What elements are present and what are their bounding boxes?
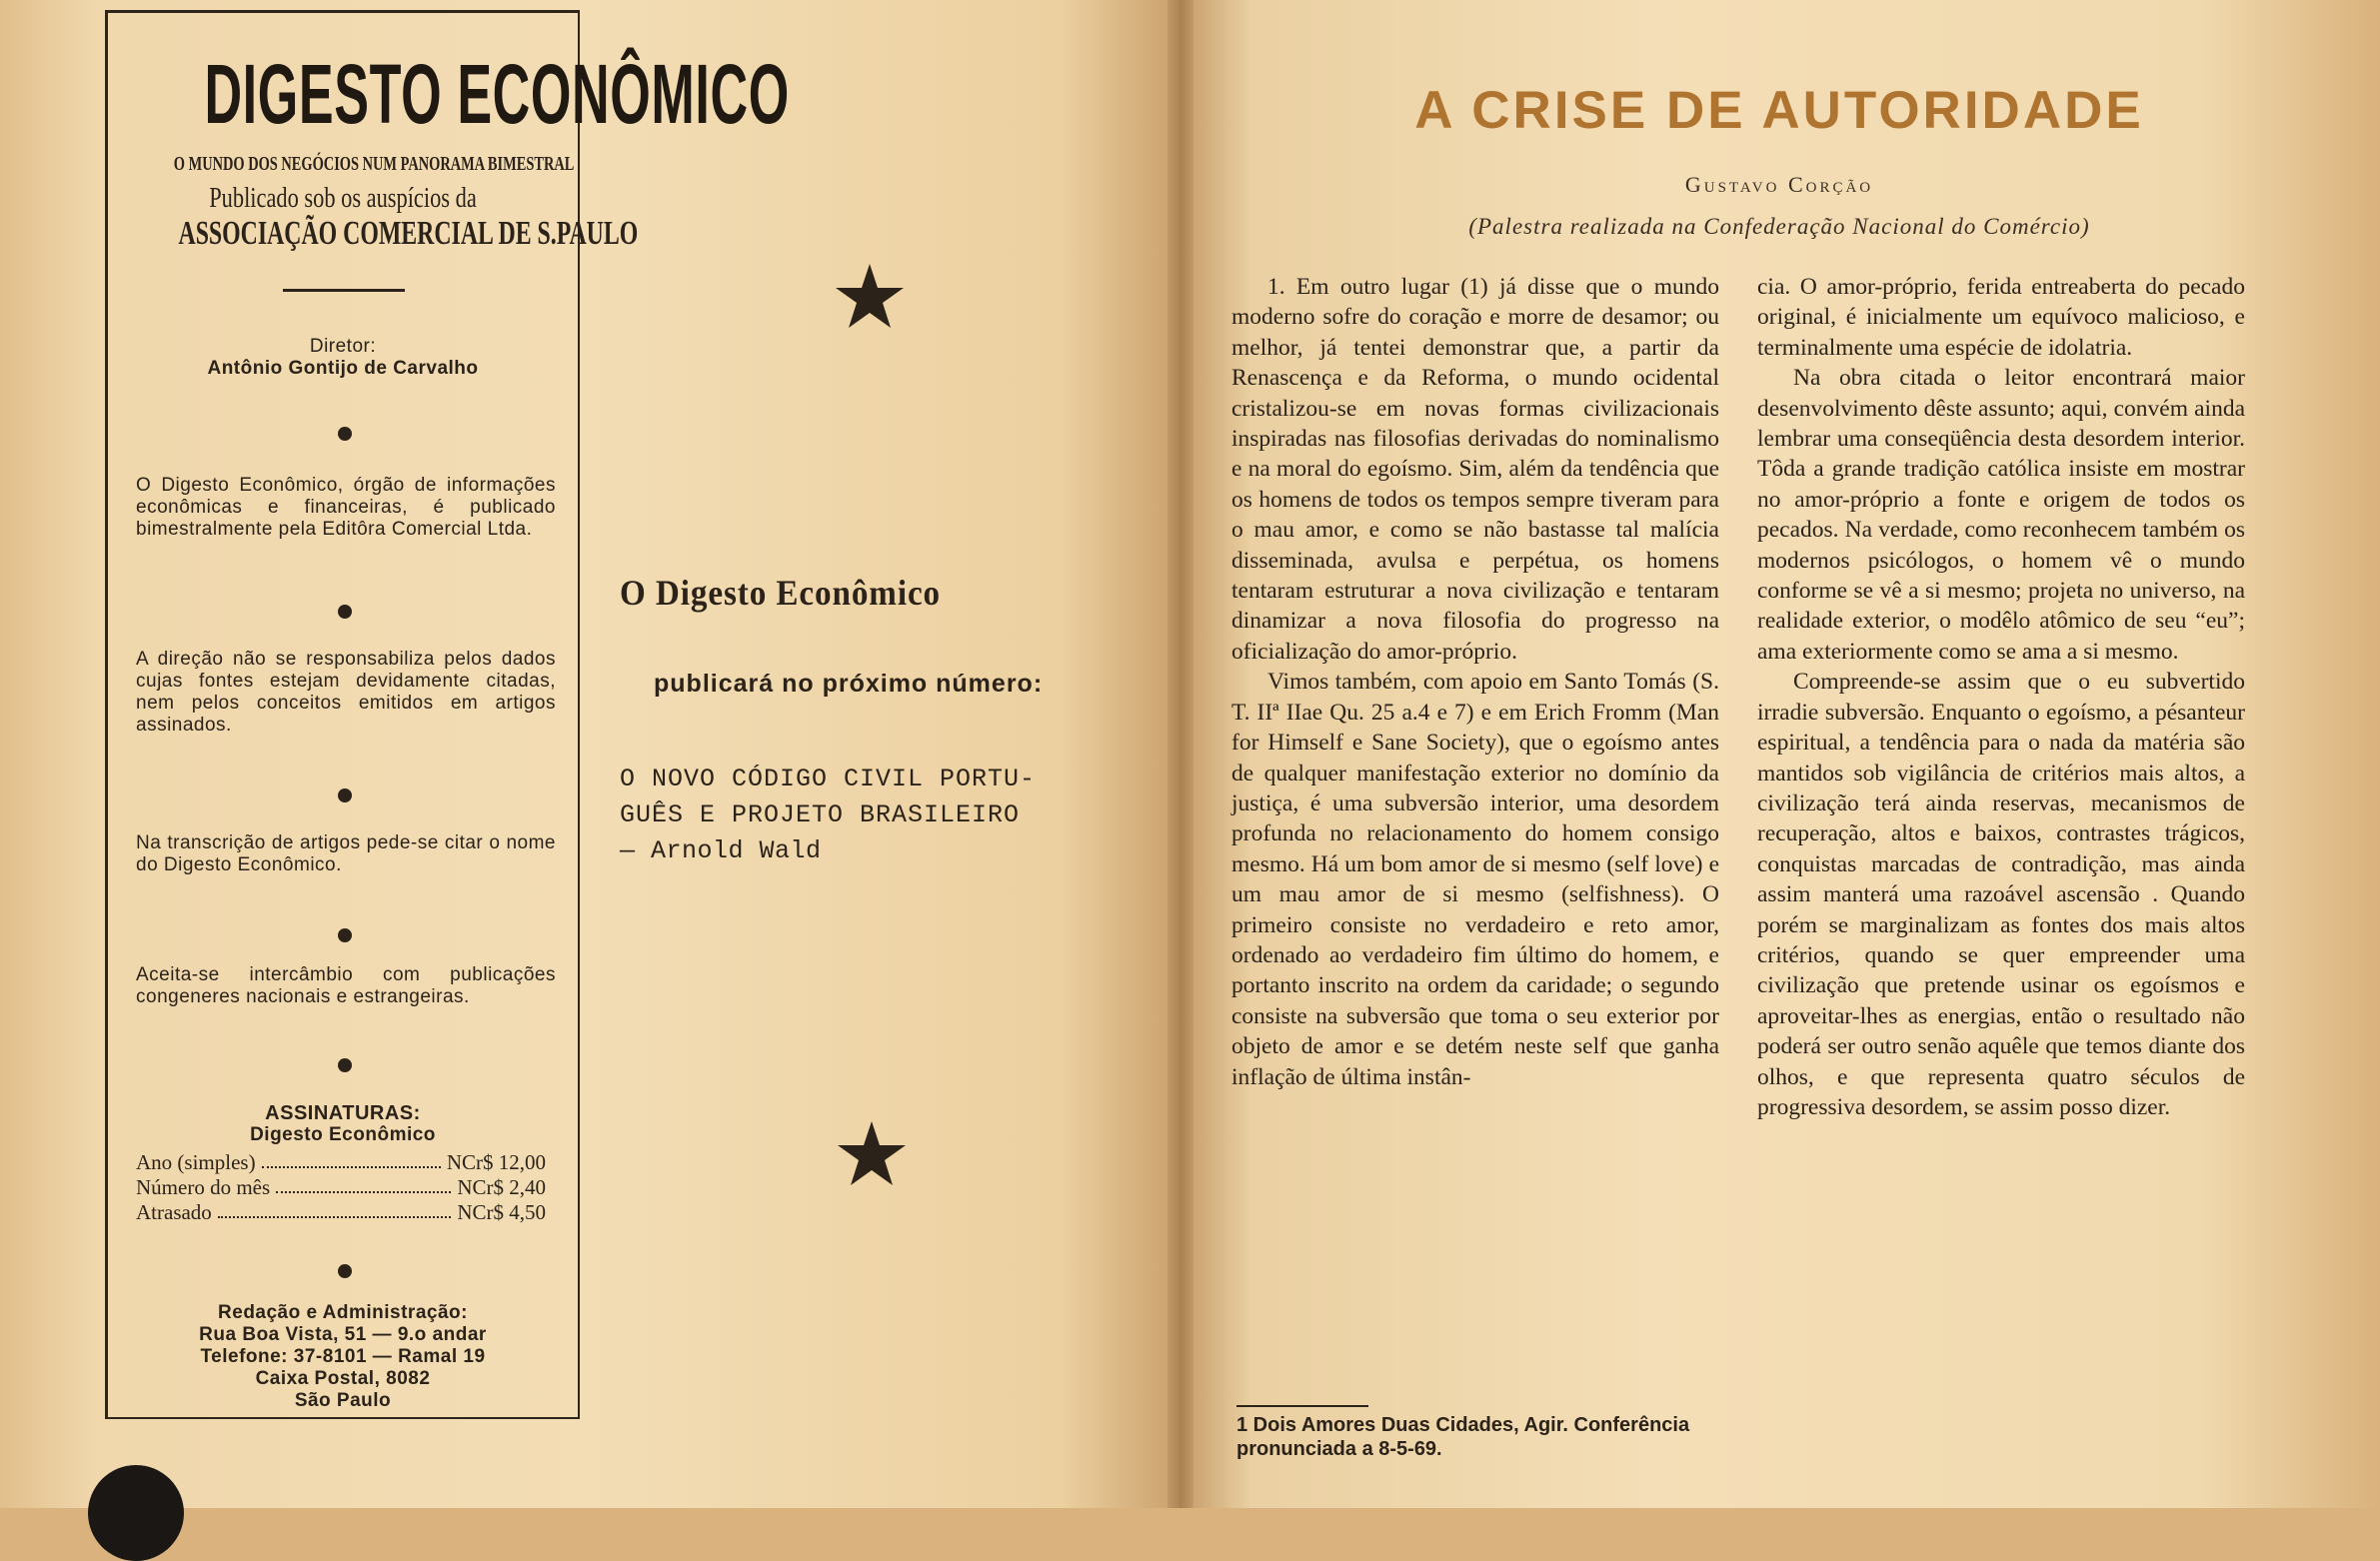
- article-paragraph: Na obra citada o leitor encontrará maior desenvolvimento dêste assunto; aqui, convém ainda lembrar uma conseqüência desta desordem interior. Tôda a grande tradição católica insiste em mostrar no amor-próprio a fonte e origem de todos os pecados. Na verdade, como reconhecem também os modernos psicólogos, o homem vê o mundo conforme se vê a si mesmo; projeta no universo, na realidade exterior, o modêlo atômico de seu “eu”; ama exteriormente como se ama a si mesmo.: [1757, 365, 2245, 665]
- bullet-icon: [338, 427, 352, 441]
- address-line: Telefone: 37-8101 — Ramal 19: [200, 1346, 486, 1367]
- article-author: Gustavo Corção: [1684, 172, 1874, 197]
- subscription-prices: [136, 1150, 546, 1225]
- article-title: A CRISE DE AUTORIDADE: [1414, 81, 2144, 140]
- footnote: 1 Dois Amores Duas Cidades, Agir. Conferência pronunciada a 8-5-69.: [1236, 1414, 1690, 1460]
- subscription-price: NCr$ 2,40: [457, 1175, 546, 1199]
- magazine-subtitle: O MUNDO DOS NEGÓCIOS NUM PANORAMA BIMESTRAL: [173, 153, 575, 175]
- subscription-label: Número do mês: [136, 1175, 271, 1199]
- bullet-icon: [338, 605, 352, 619]
- divider: [283, 289, 405, 292]
- published-under: Publicado sob os auspícios da: [209, 183, 477, 214]
- magazine-title: DIGESTO ECONÔMICO: [204, 47, 790, 141]
- bullet-icon: [338, 788, 352, 802]
- exchange-paragraph: Aceita-se intercâmbio com publicações congeneres nacionais e estrangeiras.: [136, 964, 556, 1007]
- director-block: [108, 336, 578, 380]
- bullet-icon: [338, 1264, 352, 1278]
- announced-article: [620, 762, 1140, 869]
- article-note: (Palestra realizada na Confederação Nacional do Comércio): [1468, 214, 2090, 239]
- announcement-title: O Digesto Econômico: [620, 573, 942, 613]
- info-paragraph: O Digesto Econômico, órgão de informações econômicas e financeiras, é publicado bimestralmente pela Editôra Comercial Ltda.: [136, 475, 556, 540]
- director-name: Antônio Gontijo de Carvalho: [207, 358, 479, 379]
- subscription-row: [136, 1175, 546, 1200]
- subscriptions-heading: [108, 1102, 578, 1146]
- disclaimer-paragraph: A direção não se responsabiliza pelos dados cujas fontes estejam devidamente citadas, nem pelos conceitos emitidos em artigos assinados.: [136, 649, 556, 736]
- article-paragraph: cia. O amor-próprio, ferida entreaberta do pecado original, é inicialmente um equívoco malicioso, e terminalmente uma espécie de idolatria.: [1757, 274, 2245, 361]
- announcement-subtitle: publicará no próximo número:: [654, 670, 1044, 698]
- star-icon: [834, 262, 906, 332]
- announced-author: — Arnold Wald: [620, 836, 822, 865]
- subscription-price: NCr$ 4,50: [457, 1200, 546, 1224]
- subscription-label: Atrasado: [136, 1200, 212, 1224]
- leader-dots: [276, 1175, 451, 1193]
- announced-article-line: GUÊS E PROJETO BRASILEIRO: [620, 800, 1021, 829]
- subscription-row: [136, 1200, 546, 1225]
- subscription-row: [136, 1150, 546, 1175]
- subscription-price: NCr$ 12,00: [446, 1150, 546, 1174]
- star-icon: [836, 1119, 908, 1189]
- address-line: Caixa Postal, 8082: [255, 1368, 431, 1389]
- article-paragraph: 1. Em outro lugar (1) já disse que o mundo moderno sofre do coração e morre de desamor; ou melhor, já tentei demonstrar que, a partir da Renascença e da Reforma, o mundo ocidental cristalizou-se em novas formas civilizacionais inspiradas nas filosofias derivadas do nominalismo e na moral do egoísmo. Sim, além da tendência que os homens de todos os tempos sempre tiveram para o mau amor, e como se não bastasse tal malícia disseminada, avulsa e perpétua, os homens tentaram estruturar a nova civilização e tentaram dinamizar a nova filosofia do progresso na oficialização do amor-próprio.: [1231, 274, 1719, 665]
- address-line: Rua Boa Vista, 51 — 9.o andar: [199, 1324, 487, 1345]
- address-line: Redação e Administração:: [218, 1302, 468, 1323]
- director-label: Diretor:: [309, 336, 377, 357]
- article-paragraph: Compreende-se assim que o eu subvertido irradie subversão. Enquanto o egoísmo, a pésanteur espiritual, a tendência para o nada da matéria são mantidos sob vigilância de critérios mais altos, a civilização terá ainda reservas, mecanismos de recuperação, altos e baixos, contrastes trágicos, conquistas marcadas de contradição, mas ainda assim manterá uma razoável ascensão . Quando porém se marginalizam as fontes dos mais altos critérios, quando se quer empreender uma civilização que pretende usinar os egoísmos e aproveitar-lhes as energias, então o resultado não poderá ser outro senão aquêle que temos diante dos olhos, e que representa quatro séculos de progressiva desordem, se assim posso dizer.: [1757, 669, 2245, 1120]
- address-line: São Paulo: [294, 1390, 392, 1411]
- bullet-icon: [338, 928, 352, 942]
- page-gutter: [1168, 0, 1193, 1508]
- transcription-paragraph: Na transcrição de artigos pede-se citar o nome do Digesto Econômico.: [136, 832, 556, 875]
- subscriptions-subtitle: Digesto Econômico: [250, 1124, 436, 1145]
- leader-dots: [218, 1200, 452, 1218]
- article-paragraph: Vimos também, com apoio em Santo Tomás (S. T. IIª IIae Qu. 25 a.4 e 7) e em Erich Fromm (Man for Himself e Sane Society), que o egoísmo antes de qualquer manifestação exterior no domínio da justiça, é uma subversão interior, uma desordem profunda no relacionamento do homem consigo mesmo. Há um bom amor de si mesmo (self love) e um mau amor de si mesmo (selfishness). O primeiro consiste no verdadeiro e reto amor, ordenado ao verdadeiro fim último do homem, e portanto inscrito na ordem da caridade; o segundo consiste na subversão que toma o seu exterior por objeto de amor e se detém neste self que ganha inflação de última instân-: [1231, 669, 1719, 1090]
- subscriptions-title: ASSINATURAS:: [265, 1102, 421, 1124]
- association-name: ASSOCIAÇÃO COMERCIAL DE S.PAULO: [178, 215, 639, 252]
- leader-dots: [262, 1150, 441, 1168]
- binder-clip: [88, 1465, 184, 1561]
- address-block: [108, 1302, 578, 1412]
- bullet-icon: [338, 1058, 352, 1072]
- subscription-label: Ano (simples): [136, 1150, 256, 1174]
- article-column-left: [1231, 272, 1719, 1092]
- footnote-divider: [1236, 1405, 1368, 1407]
- article-column-right: [1757, 272, 2245, 1122]
- announced-article-line: O NOVO CÓDIGO CIVIL PORTU-: [620, 765, 1037, 793]
